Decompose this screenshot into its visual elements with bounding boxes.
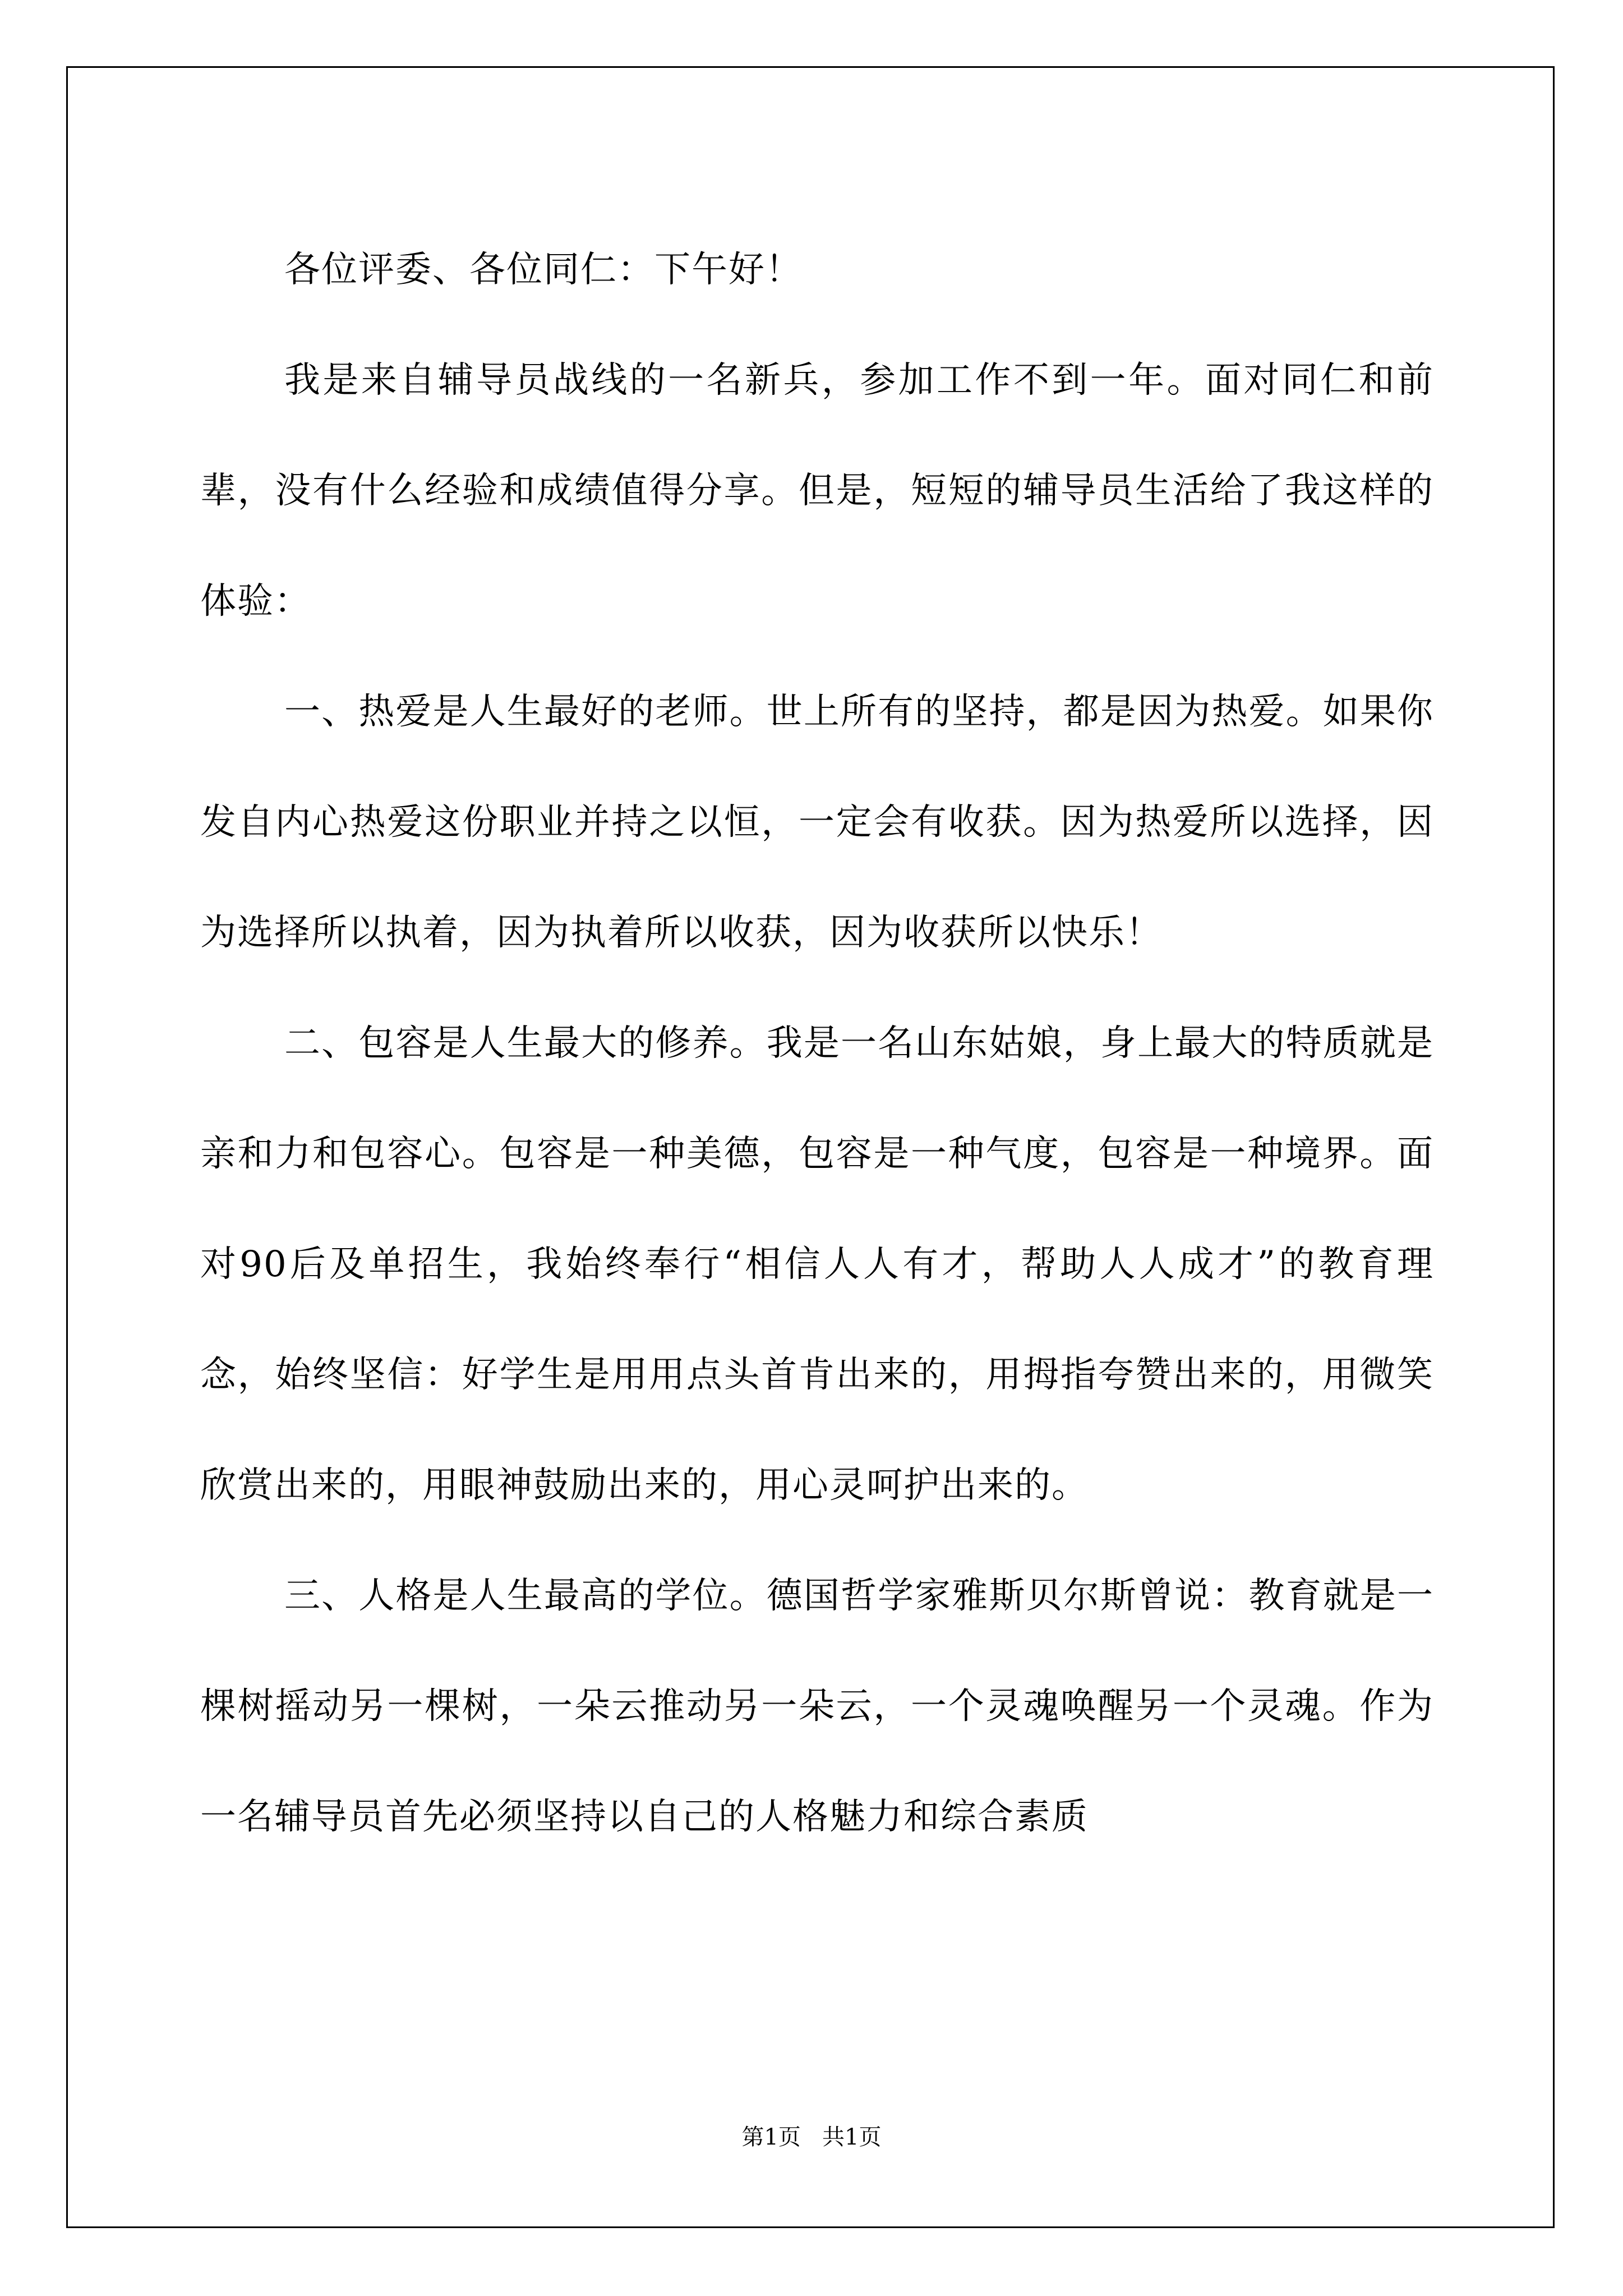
point-one-paragraph: 一、热爱是人生最好的老师。世上所有的坚持，都是因为热爱。如果你发自内心热爱这份职业并持之以恒，一定会有收获。因为热爱所以选择，因为选择所以执着，因为执着所以收获，因为收获所以快乐！ bbox=[200, 691, 1434, 954]
greeting-paragraph: 各位评委、各位同仁：下午好！ bbox=[284, 249, 803, 291]
document-body bbox=[200, 215, 1434, 1872]
intro-paragraph: 我是来自辅导员战线的一名新兵，参加工作不到一年。面对同仁和前辈，没有什么经验和成绩值得分享。但是，短短的辅导员生活给了我这样的体验： bbox=[200, 360, 1434, 622]
page-footer: 第1页 共1页 bbox=[741, 2124, 882, 2150]
point-two-paragraph: 二、包容是人生最大的修养。我是一名山东姑娘，身上最大的特质就是亲和力和包容心。包容是一种美德，包容是一种气度，包容是一种境界。面对90后及单招生，我始终奉行“相信人人有才，帮助人人成才”的教育理念，始终坚信：好学生是用用点头首肯出来的，用拇指夸赞出来的，用微笑欣赏出来的，用眼神鼓励出来的，用心灵呵护出来的。 bbox=[200, 1023, 1434, 1506]
point-three-paragraph: 三、人格是人生最高的学位。德国哲学家雅斯贝尔斯曾说：教育就是一棵树摇动另一棵树，一朵云推动另一朵云，一个灵魂唤醒另一个灵魂。作为一名辅导员首先必须坚持以自己的人格魅力和综合素质 bbox=[200, 1575, 1434, 1838]
